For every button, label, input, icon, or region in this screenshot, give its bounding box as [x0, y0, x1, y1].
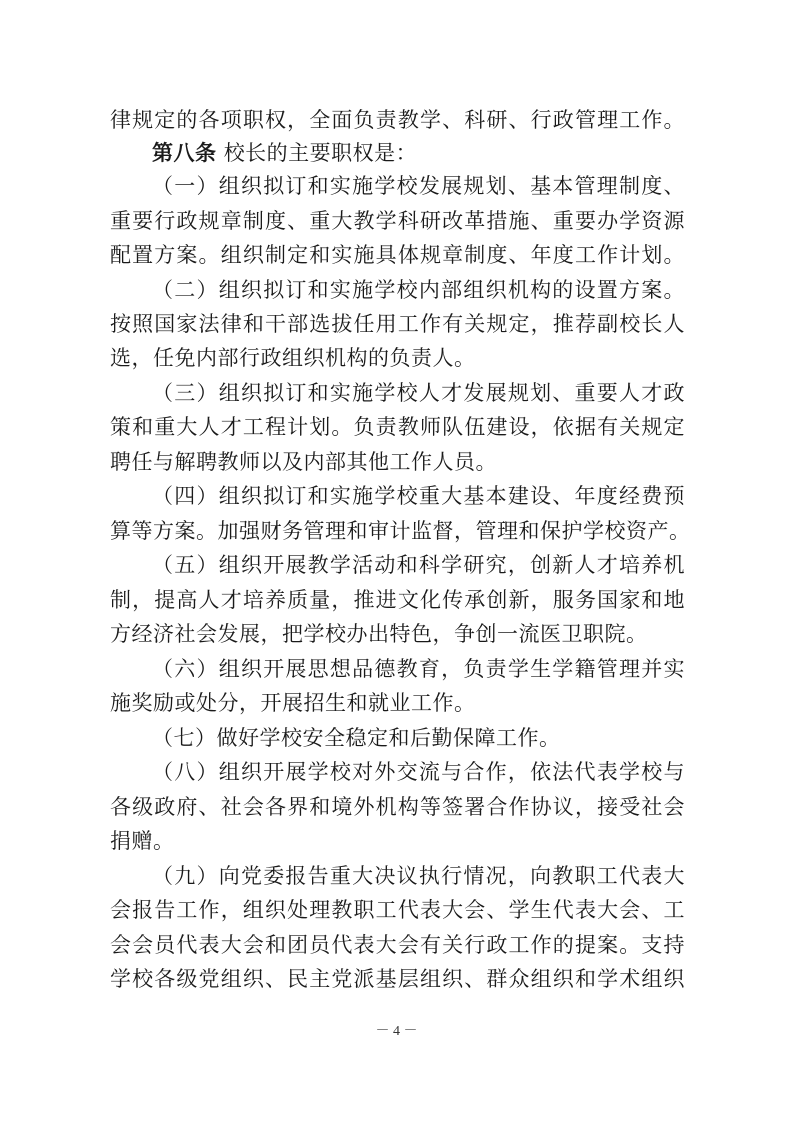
text-line: （四）组织拟订和实施学校重大基本建设、年度经费预: [152, 484, 685, 508]
text-line: 聘任与解聘教师以及内部其他工作人员。: [110, 450, 497, 474]
text-line: （三）组织拟订和实施学校人才发展规划、重要人才政: [152, 381, 685, 405]
text-line: 算等方案。加强财务管理和审计监督，管理和保护学校资产。: [110, 519, 691, 543]
text-line: 配置方案。组织制定和实施具体规章制度、年度工作计划。: [110, 243, 685, 267]
text-line: 制，提高人才培养质量，推进文化传承创新，服务国家和地: [110, 588, 685, 612]
text-line: 策和重大人才工程计划。负责教师队伍建设，依据有关规定: [110, 415, 685, 439]
text-line: 施奖励或处分，开展招生和就业工作。: [110, 691, 476, 715]
article-heading-line: [152, 135, 685, 171]
text-line: （八）组织开展学校对外交流与合作，依法代表学校与: [152, 760, 685, 784]
text-line: （六）组织开展思想品德教育，负责学生学籍管理并实: [152, 657, 685, 681]
text-line: 按照国家法律和干部选拔任用工作有关规定，推荐副校长人: [110, 312, 685, 336]
text-line: 选，任免内部行政组织机构的负责人。: [110, 346, 476, 370]
text-line: （一）组织拟订和实施学校发展规划、基本管理制度、: [152, 174, 685, 198]
text-line: 方经济社会发展，把学校办出特色，争创一流医卫职院。: [110, 622, 648, 646]
text-line: 重要行政规章制度、重大教学科研改革措施、重要办学资源: [110, 209, 685, 233]
text-line: 各级政府、社会各界和境外机构等签署合作协议，接受社会: [110, 795, 685, 819]
article-intro: 校长的主要职权是：: [223, 141, 418, 165]
text-line: 捐赠。: [110, 829, 175, 853]
text-line: （五）组织开展教学活动和科学研究，创新人才培养机: [152, 553, 685, 577]
text-line: （二）组织拟订和实施学校内部组织机构的设置方案。: [152, 278, 685, 302]
text-line: （七）做好学校安全稳定和后勤保障工作。: [152, 726, 561, 750]
text-line: 会报告工作，组织处理教职工代表大会、学生代表大会、工: [110, 898, 685, 922]
text-line: 会会员代表大会和团员代表大会有关行政工作的提案。支持: [110, 933, 685, 957]
page-number: － 4 －: [375, 1024, 418, 1039]
text-line: 律规定的各项职权，全面负责教学、科研、行政管理工作。: [110, 108, 685, 132]
text-line: （九）向党委报告重大决议执行情况，向教职工代表大: [152, 864, 685, 888]
article-number: 第八条: [152, 140, 217, 165]
text-line: 学校各级党组织、民主党派基层组织、群众组织和学术组织: [110, 967, 685, 991]
